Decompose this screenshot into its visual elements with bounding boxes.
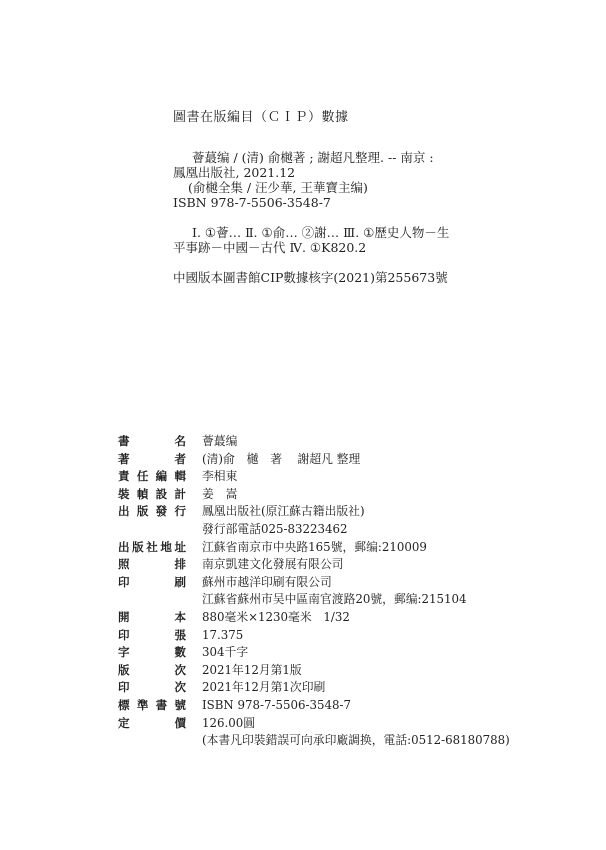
spec-label: 字數 — [118, 645, 186, 660]
cip-line-title-author: 薈蕞编 / (清) 俞樾著 ; 謝超凡整理. -- 南京 : — [192, 150, 434, 165]
spec-row-edition — [118, 662, 598, 680]
spec-row-isbn — [118, 697, 598, 715]
spec-value: 江蘇省蘇州市吴中區南官渡路20號，郵编:215104 — [202, 592, 467, 607]
spec-label: 裝幀設計 — [118, 486, 186, 501]
spec-row-publisher — [118, 503, 598, 521]
spec-label: 著者 — [118, 451, 186, 466]
spec-row-printing — [118, 679, 598, 697]
spec-value: 李相東 — [202, 469, 238, 484]
spec-label: 出版社地址 — [118, 539, 186, 554]
spec-row-typesetting — [118, 556, 598, 574]
spec-row-notice — [118, 732, 598, 750]
cip-line-classification: Ⅰ. ①薈… Ⅱ. ①俞… ②謝… Ⅲ. ①歷史人物－生 — [192, 225, 450, 240]
spec-value: 姜 嵩 — [202, 486, 238, 501]
spec-value: 17.375 — [202, 627, 244, 642]
spec-value: 2021年12月第1次印刷 — [202, 680, 326, 695]
spec-row-title — [118, 433, 598, 451]
spec-value: 薈蕞编 — [202, 434, 238, 448]
spec-label: 書名 — [118, 434, 186, 448]
spec-value: (清)俞 樾 著 謝超凡 整理 — [202, 451, 361, 466]
spec-value: 880毫米×1230毫米 1/32 — [202, 609, 350, 624]
spec-value: 鳳凰出版社(原江蘇古籍出版社) — [202, 504, 365, 519]
spec-row-printer-address — [118, 591, 598, 609]
spec-label: 印張 — [118, 627, 186, 642]
publication-specs — [118, 433, 598, 750]
spec-label: 出版發行 — [118, 504, 186, 519]
spec-row-author — [118, 451, 598, 469]
cip-line-series: (俞樾全集 / 汪少華, 王華寶主编) — [188, 180, 368, 195]
cip-title: 圖書在版編目（ＣＩＰ）數據 — [173, 110, 349, 125]
spec-label: 責任編輯 — [118, 469, 186, 484]
spec-value: 126.00圓 — [202, 715, 256, 730]
spec-label: 定價 — [118, 715, 186, 730]
spec-value: 江蘇省南京市中央路165號，郵编:210009 — [202, 539, 427, 554]
spec-value: 蘇州市越洋印刷有限公司 — [202, 574, 332, 589]
spec-value: 2021年12月第1版 — [202, 662, 302, 677]
spec-label: 印次 — [118, 680, 186, 695]
spec-value: (本書凡印裝錯誤可向承印廠調换，電話:0512-68180788) — [202, 733, 510, 748]
spec-value: 發行部電話025-83223462 — [202, 521, 348, 536]
spec-label: 照排 — [118, 557, 186, 572]
spec-value: ISBN 978-7-5506-3548-7 — [202, 697, 351, 712]
spec-row-printer — [118, 574, 598, 592]
spec-label: 標準書號 — [118, 697, 186, 712]
spec-row-publisher-phone — [118, 521, 598, 539]
cip-line-isbn: ISBN 978-7-5506-3548-7 — [173, 195, 331, 210]
spec-label: 版次 — [118, 662, 186, 677]
spec-label: 開本 — [118, 609, 186, 624]
spec-value: 304千字 — [202, 645, 249, 660]
cip-line-publisher: 鳳凰出版社, 2021.12 — [173, 165, 296, 180]
cip-line-classification-cont: 平事跡－中國－古代 Ⅳ. ①K820.2 — [173, 240, 367, 255]
spec-row-editor — [118, 468, 598, 486]
spec-row-price — [118, 715, 598, 733]
spec-value: 南京凱建文化發展有限公司 — [202, 557, 344, 572]
cip-line-record-number: 中國版本圖書館CIP數據核字(2021)第255673號 — [173, 270, 448, 285]
spec-row-format — [118, 609, 598, 627]
spec-label: 印刷 — [118, 574, 186, 589]
spec-row-address — [118, 539, 598, 557]
spec-row-word-count — [118, 644, 598, 662]
spec-row-designer — [118, 486, 598, 504]
spec-row-sheets — [118, 627, 598, 645]
